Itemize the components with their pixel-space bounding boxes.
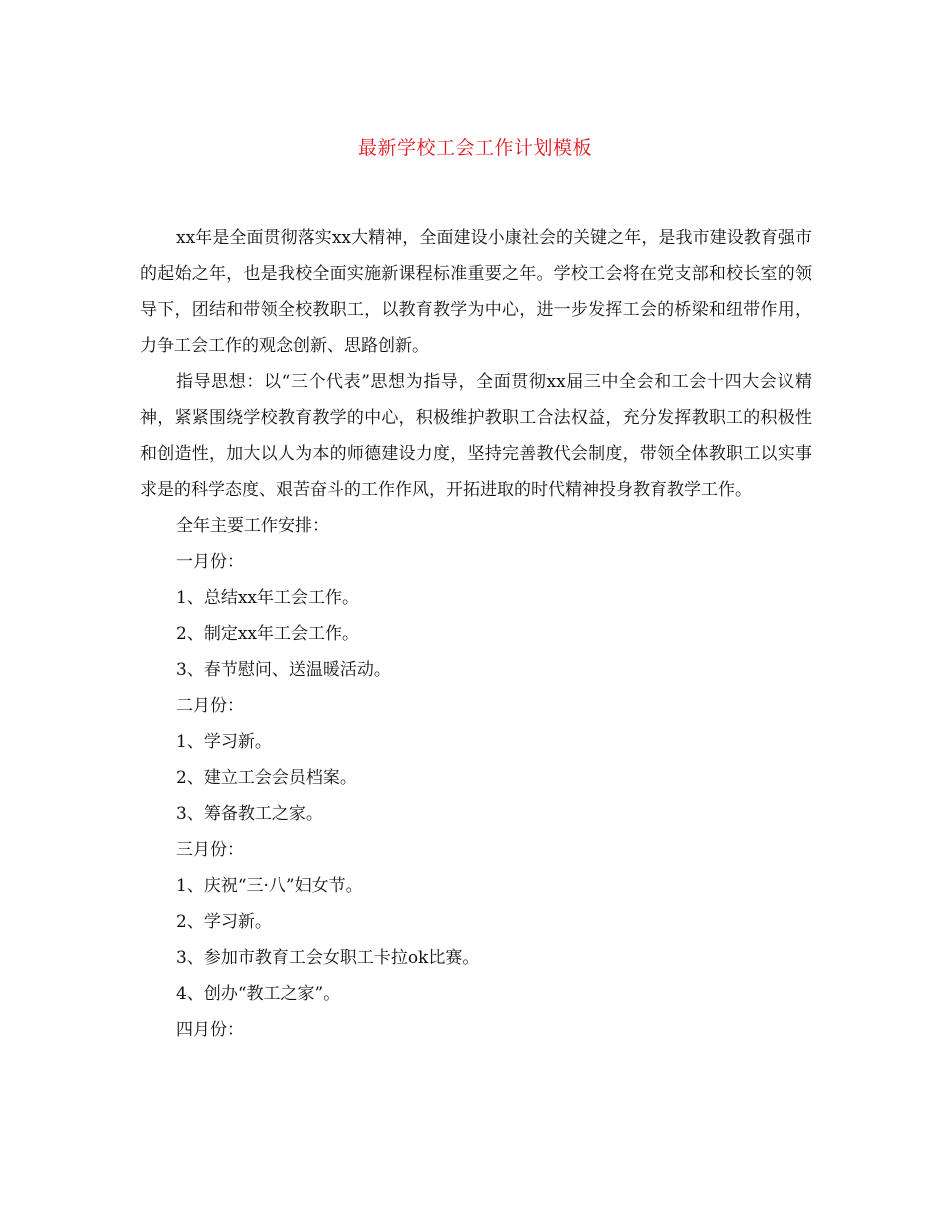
- month-heading-january: 一月份：: [176, 552, 244, 572]
- list-item: 4、创办“教工之家”。: [176, 984, 341, 1004]
- list-item: 1、庆祝“三·八”妇女节。: [176, 876, 363, 896]
- list-item: 3、春节慰问、送温暖活动。: [176, 660, 391, 680]
- list-item: 1、学习新。: [176, 732, 272, 752]
- list-item: 3、筹备教工之家。: [176, 804, 323, 824]
- month-heading-march: 三月份：: [176, 840, 244, 860]
- month-heading-april: 四月份：: [176, 1020, 244, 1040]
- document-body: [140, 220, 812, 1048]
- intro-paragraph: xx年是全面贯彻落实xx大精神，全面建设小康社会的关键之年，是我市建设教育强市的起始之年，也是我校全面实施新课程标准重要之年。学校工会将在党支部和校长室的领导下，团结和带领全校教职工，以教育教学为中心，进一步发挥工会的桥梁和纽带作用，力争工会工作的观念创新、思路创新。: [140, 228, 812, 356]
- month-heading-february: 二月份：: [176, 696, 244, 716]
- section-heading-annual-plan: 全年主要工作安排：: [176, 516, 329, 536]
- list-item: 2、制定xx年工会工作。: [176, 624, 359, 644]
- list-item: 2、学习新。: [176, 912, 272, 932]
- list-item: 2、建立工会会员档案。: [176, 768, 357, 788]
- guiding-ideology-paragraph: 指导思想：以“三个代表”思想为指导，全面贯彻xx届三中全会和工会十四大会议精神，紧紧围绕学校教育教学的中心，积极维护教职工合法权益，充分发挥教职工的积极性和创造性，加大以人为本的师德建设力度，坚持完善教代会制度，带领全体教职工以实事求是的科学态度、艰苦奋斗的工作作风，开拓进取的时代精神投身教育教学工作。: [140, 372, 812, 500]
- list-item: 1、总结xx年工会工作。: [176, 588, 359, 608]
- document-title: 最新学校工会工作计划模板: [357, 137, 592, 159]
- list-item: 3、参加市教育工会女职工卡拉ok比赛。: [176, 948, 480, 968]
